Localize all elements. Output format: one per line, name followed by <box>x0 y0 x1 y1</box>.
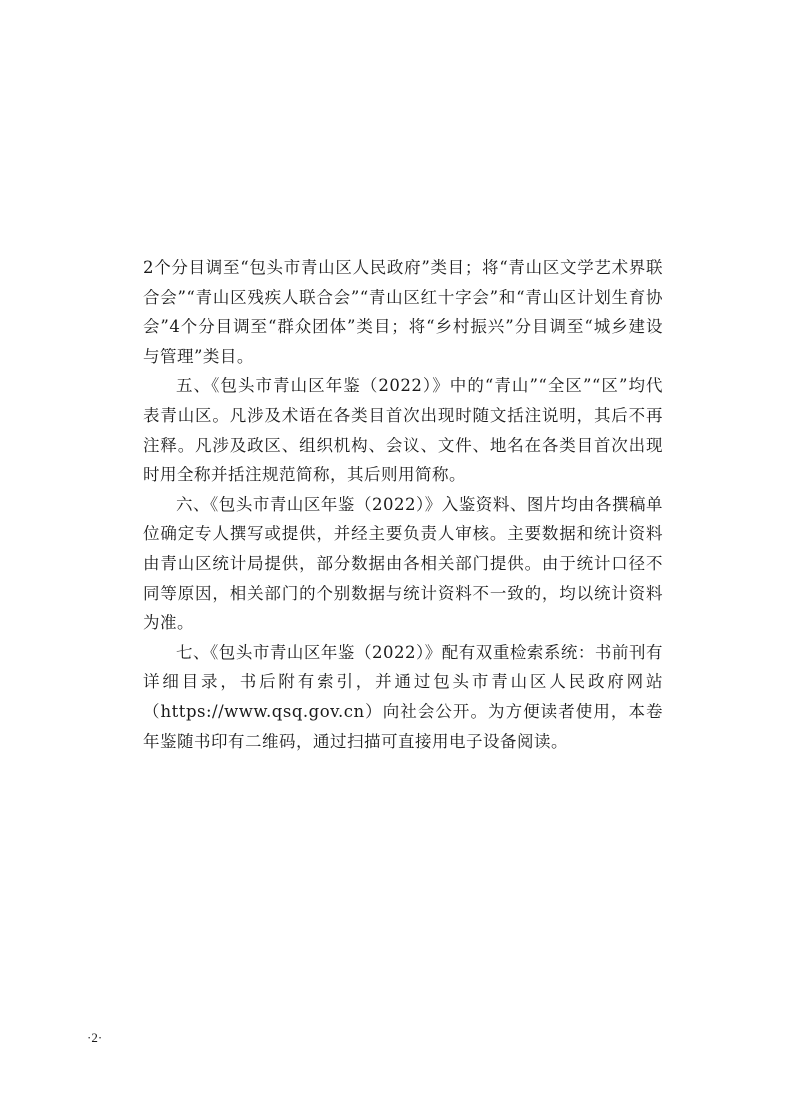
paragraph-item-5: 五、《包头市青山区年鉴（2022）》中的“青山”“全区”“区”均代表青山区。凡涉及术语在各类目首次出现时随文括注说明，其后不再注释。凡涉及政区、组织机构、会议、文件、地名在各类目首次出现时用全称并括注规范简称，其后则用简称。 <box>143 376 663 485</box>
body-text <box>143 253 663 756</box>
paragraph-item-6: 六、《包头市青山区年鉴（2022）》入鉴资料、图片均由各撰稿单位确定专人撰写或提供，并经主要负责人审核。主要数据和统计资料由青山区统计局提供，部分数据由各相关部门提供。由于统计口径不同等原因，相关部门的个别数据与统计资料不一致的，均以统计资料为准。 <box>143 494 663 633</box>
paragraph-continued: 2个分目调至“包头市青山区人民政府”类目；将“青山区文学艺术界联合会”“青山区残疾人联合会”“青山区红十字会”和“青山区计划生育协会”4个分目调至“群众团体”类目；将“乡村振兴”分目调至“城乡建设与管理”类目。 <box>143 258 663 366</box>
paragraph-item-7: 七、《包头市青山区年鉴（2022）》配有双重检索系统：书前刊有详细目录，书后附有索引，并通过包头市青山区人民政府网站（https://www.qsq.gov.cn）向社会公开。为方便读者使用，本卷年鉴随书印有二维码，通过扫描可直接用电子设备阅读。 <box>143 642 663 751</box>
page-number: ·2· <box>87 1030 103 1045</box>
